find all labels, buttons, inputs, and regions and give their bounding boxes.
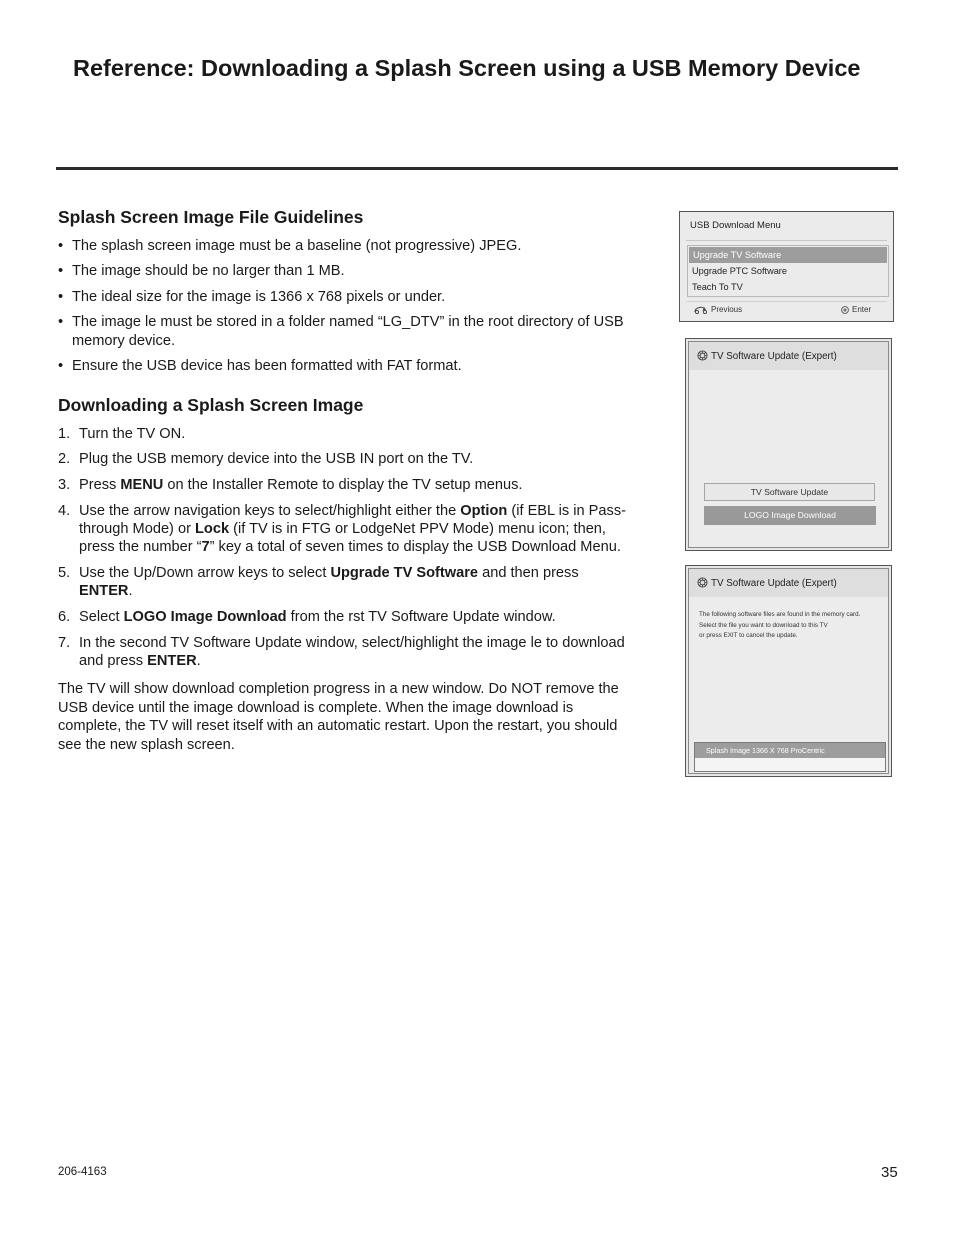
usb-download-menu-title: USB Download Menu bbox=[690, 220, 781, 231]
guideline-item: • The image should be no larger than 1 MB. bbox=[58, 262, 628, 280]
step-number: 3. bbox=[58, 476, 71, 493]
step-text: . bbox=[196, 652, 201, 669]
file-list bbox=[694, 742, 886, 772]
screen-title: TV Software Update (Expert) bbox=[711, 351, 837, 362]
step-text: Select bbox=[79, 608, 124, 625]
closing-paragraph: The TV will show download completion progress in a new window. Do NOT remove the USB device until the image download is complete. When the image download is complete, the TV will reset itself with an automatic restart. Upon the restart, you should see the new splash screen. bbox=[58, 681, 619, 753]
tv-software-update-button[interactable]: TV Software Update bbox=[704, 483, 875, 501]
info-line: The following software files are found in the memory card. bbox=[699, 611, 861, 618]
header-rule bbox=[56, 167, 898, 170]
step-number: 5. bbox=[58, 564, 71, 581]
enter-label: Enter bbox=[852, 305, 872, 314]
step-text: from the rst TV Software Update window. bbox=[286, 608, 556, 625]
tv-software-update-screen-2 bbox=[685, 565, 892, 777]
step-item bbox=[58, 564, 628, 601]
step-item bbox=[58, 502, 628, 557]
info-line: or press EXIT to cancel the update. bbox=[699, 632, 798, 639]
enter-button-icon bbox=[841, 306, 849, 314]
step-text: Use the Up/Down arrow keys to select bbox=[79, 564, 331, 581]
steps-list bbox=[58, 425, 628, 671]
usb-download-menu-list bbox=[687, 245, 889, 297]
screen-header bbox=[689, 342, 888, 370]
instructions-column bbox=[58, 207, 628, 754]
step-text: Press bbox=[79, 476, 121, 493]
guideline-item: • The image le must be stored in a folder named “LG_DTV” in the root directory of USB memory device. bbox=[58, 313, 628, 350]
guideline-item: • The ideal size for the image is 1366 x 768 pixels or under. bbox=[58, 288, 628, 306]
step-number: 6. bbox=[58, 608, 71, 625]
step-number: 1. bbox=[58, 425, 71, 442]
step-keyword: LOGO Image Download bbox=[123, 608, 287, 625]
gear-icon bbox=[697, 350, 708, 361]
screen-inner bbox=[688, 568, 889, 774]
previous-hint bbox=[694, 305, 742, 314]
step-keyword: Upgrade TV Software bbox=[330, 564, 479, 581]
guideline-item: • Ensure the USB device has been formatted with FAT format. bbox=[58, 357, 628, 375]
step-text: (if TV is in FTG or LodgeNet PPV Mode) menu icon; then, press the number “ bbox=[79, 520, 606, 556]
step-keyword: ENTER bbox=[79, 583, 129, 600]
step-item bbox=[58, 476, 628, 494]
usb-menu-item[interactable]: Teach To TV bbox=[692, 282, 743, 292]
document-code: 206-4163 bbox=[58, 1166, 107, 1178]
guidelines-heading: Splash Screen Image File Guidelines bbox=[58, 207, 364, 227]
step-keyword: Lock bbox=[195, 520, 230, 537]
step-text: In the second TV Software Update window, select/highlight the image le to download and press bbox=[79, 634, 625, 669]
usb-menu-item[interactable]: Upgrade PTC Software bbox=[692, 266, 787, 276]
screen-inner bbox=[688, 341, 889, 548]
usb-download-menu-screen bbox=[679, 211, 894, 322]
info-line: Select the file you want to download to this TV bbox=[699, 621, 828, 629]
usb-menu-item[interactable]: Upgrade TV Software bbox=[689, 247, 887, 263]
step-text: ” key a total of seven times to display the USB Download Menu. bbox=[209, 539, 621, 556]
downloading-heading: Downloading a Splash Screen Image bbox=[58, 394, 364, 415]
step-keyword: ENTER bbox=[147, 652, 197, 669]
tv-software-update-screen-1 bbox=[685, 338, 892, 551]
step-text: on the Installer Remote to display the TV setup menus. bbox=[163, 476, 523, 493]
step-number: 7. bbox=[58, 634, 71, 651]
step-text: . bbox=[128, 583, 133, 600]
step-item bbox=[58, 608, 628, 626]
divider bbox=[686, 301, 887, 302]
step-keyword: MENU bbox=[120, 476, 164, 493]
step-text: Turn the TV ON. bbox=[79, 425, 186, 442]
step-text: and then press bbox=[478, 564, 579, 581]
screen-title: TV Software Update (Expert) bbox=[711, 578, 837, 589]
guideline-item: • The splash screen image must be a baseline (not progressive) JPEG. bbox=[58, 237, 628, 255]
enter-hint bbox=[841, 305, 871, 314]
step-item bbox=[58, 425, 628, 443]
divider bbox=[686, 240, 887, 241]
step-keyword: 7 bbox=[201, 539, 210, 556]
page-number: 35 bbox=[881, 1164, 898, 1181]
info-text bbox=[699, 610, 884, 642]
step-number: 2. bbox=[58, 451, 71, 468]
step-item bbox=[58, 450, 628, 468]
return-icon bbox=[694, 305, 708, 314]
step-text: Plug the USB memory device into the USB IN port on the TV. bbox=[79, 451, 474, 468]
page-title: Reference: Downloading a Splash Screen using a USB Memory Device bbox=[73, 55, 861, 81]
step-text: (if EBL is in Pass-through Mode) or bbox=[79, 502, 626, 537]
gear-icon bbox=[697, 577, 708, 588]
screen-header bbox=[689, 569, 888, 597]
logo-image-download-button[interactable]: LOGO Image Download bbox=[704, 506, 876, 525]
step-keyword: Option bbox=[460, 502, 508, 519]
step-text: Use the arrow navigation keys to select/highlight either the bbox=[79, 502, 461, 519]
previous-label: Previous bbox=[711, 305, 743, 314]
step-number: 4. bbox=[58, 502, 71, 519]
file-item-selected[interactable]: Splash Image 1366 X 768 ProCentric bbox=[695, 743, 885, 758]
step-item bbox=[58, 634, 628, 671]
guidelines-list bbox=[58, 237, 628, 376]
